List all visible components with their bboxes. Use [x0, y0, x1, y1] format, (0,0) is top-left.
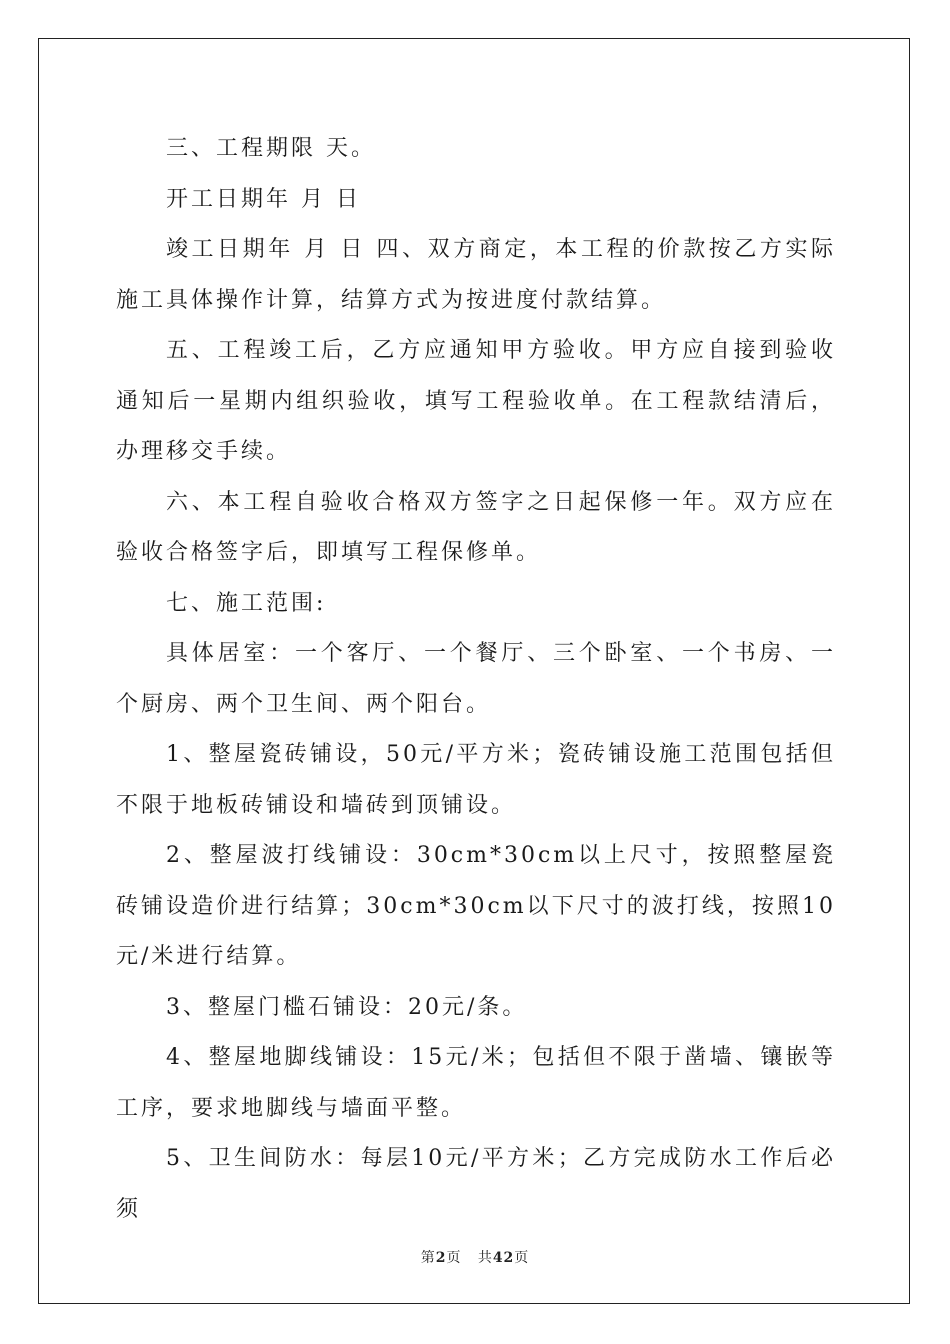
footer-page-prefix: 第: [420, 1250, 436, 1266]
paragraph-item-threshold: 3、整屋门槛石铺设：20元/条。: [166, 994, 528, 1020]
footer-total-suffix: 页: [514, 1250, 530, 1266]
paragraph-completion-price: 竣工日期年 月 日 四、双方商定，本工程的价款按乙方实际施工具体操作计算，结算方式为按进度付款结算。: [116, 237, 836, 313]
footer-page-suffix: 页: [446, 1250, 462, 1266]
paragraph-scope-heading: 七、施工范围:: [166, 590, 327, 616]
paragraph-item-border-line: 2、整屋波打线铺设：30cm*30cm以上尺寸，按照整屋瓷砖铺设造价进行结算；30cm*30cm以下尺寸的波打线，按照10元/米进行结算。: [116, 843, 836, 969]
paragraph-start-date: 开工日期年 月 日: [166, 186, 361, 212]
paragraph-item-tiles: 1、整屋瓷砖铺设，50元/平方米；瓷砖铺设施工范围包括但不限于地板砖铺设和墙砖到顶铺设。: [116, 742, 836, 818]
footer-page-number: 2: [435, 1250, 447, 1266]
paragraph-warranty: 六、本工程自验收合格双方签字之日起保修一年。双方应在验收合格签字后，即填写工程保修单。: [116, 489, 836, 565]
footer-total-pages: 42: [492, 1250, 515, 1266]
paragraph-rooms: 具体居室：一个客厅、一个餐厅、三个卧室、一个书房、一个厨房、两个卫生间、两个阳台。: [116, 641, 836, 717]
paragraph-item-skirting: 4、整屋地脚线铺设：15元/米；包括但不限于凿墙、镶嵌等工序，要求地脚线与墙面平整。: [116, 1045, 836, 1121]
page-footer: [0, 1247, 950, 1267]
document-body: [116, 124, 836, 1235]
paragraph-acceptance: 五、工程竣工后，乙方应通知甲方验收。甲方应自接到验收通知后一星期内组织验收，填写工程验收单。在工程款结清后，办理移交手续。: [116, 338, 836, 464]
footer-total-prefix: 共: [477, 1250, 493, 1266]
paragraph-term: 三、工程期限 天。: [166, 136, 376, 161]
paragraph-item-waterproof: 5、卫生间防水：每层10元/平方米；乙方完成防水工作后必须: [116, 1146, 836, 1222]
